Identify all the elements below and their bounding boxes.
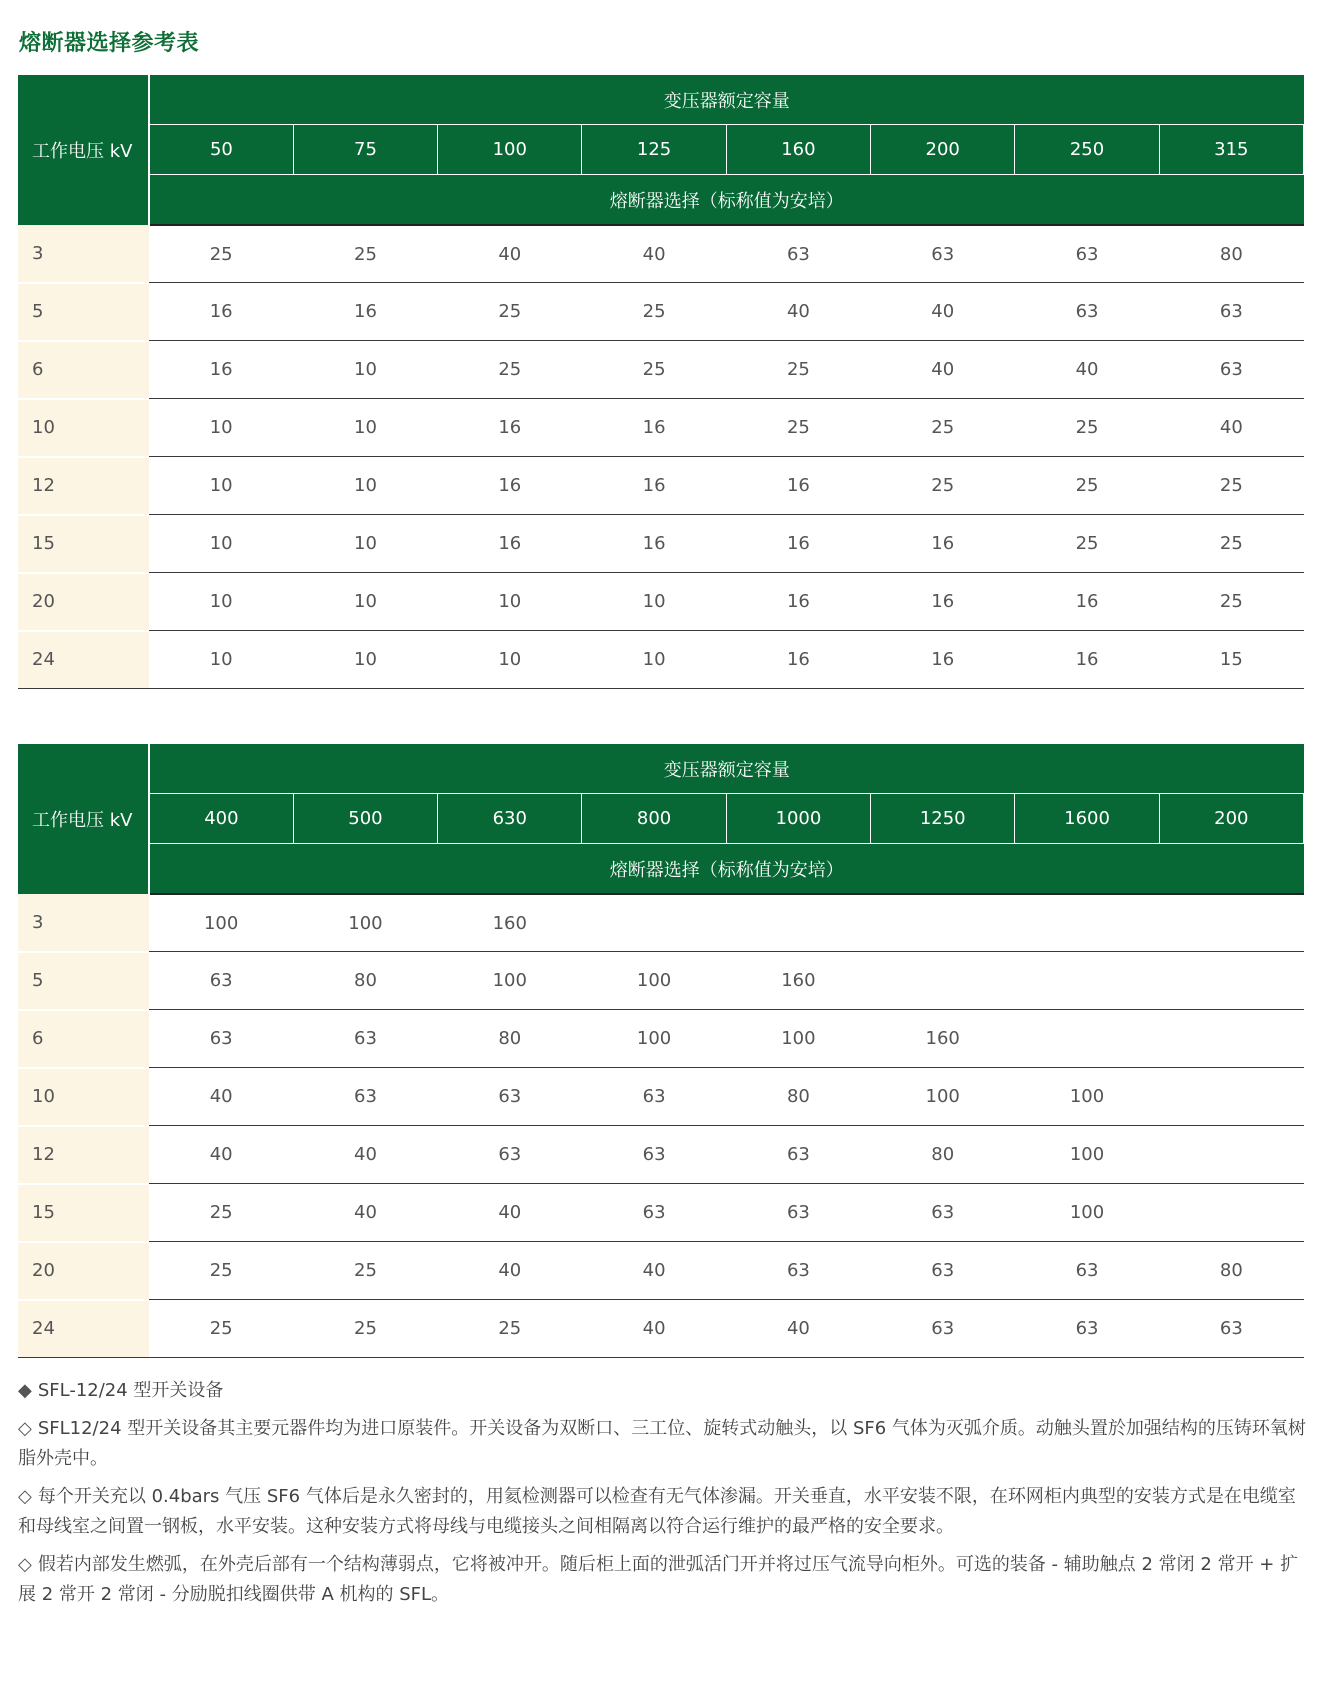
capacity-column-header: 1600 (1015, 794, 1159, 844)
fuse-value-cell: 16 (438, 515, 582, 573)
fuse-value-cell (871, 952, 1015, 1010)
voltage-header: 工作电压 kV (18, 744, 149, 894)
capacity-column-header: 250 (1015, 125, 1159, 175)
fuse-value-cell: 16 (582, 457, 726, 515)
page-title: 熔断器选择参考表 (19, 31, 200, 56)
fuse-value-cell: 100 (438, 952, 582, 1010)
fuse-value-cell: 63 (1159, 1300, 1303, 1358)
voltage-cell: 20 (18, 1242, 149, 1300)
fuse-table-1 (18, 75, 1304, 689)
voltage-cell: 24 (18, 1300, 149, 1358)
fuse-value-cell: 80 (438, 1010, 582, 1068)
fuse-value-cell: 40 (438, 1242, 582, 1300)
table-row (18, 1010, 1304, 1068)
capacity-column-header: 1250 (871, 794, 1015, 844)
fuse-value-cell: 16 (1015, 631, 1159, 689)
paragraph-text: 假若内部发生燃弧，在外壳后部有一个结构薄弱点，它将被冲开。随后柜上面的泄弧活门开并将过压气流导向柜外。可选的装备 - 辅助触点 2 常闭 2 常开 + 扩展 2 常开 2 常闭 - 分励脱扣线圈供带 A 机构的 SFL。 (18, 1554, 1299, 1605)
fuse-value-cell: 63 (726, 225, 870, 283)
fuse-value-cell: 40 (1015, 341, 1159, 399)
fuse-value-cell: 10 (149, 573, 293, 631)
fuse-value-cell: 40 (438, 225, 582, 283)
fuse-value-cell: 63 (726, 1242, 870, 1300)
fuse-value-cell: 25 (293, 225, 437, 283)
voltage-cell: 6 (18, 1010, 149, 1068)
fuse-value-cell: 15 (1159, 631, 1303, 689)
fuse-value-cell: 63 (1015, 283, 1159, 341)
fuse-value-cell: 63 (1015, 1242, 1159, 1300)
fuse-value-cell: 10 (293, 457, 437, 515)
fuse-value-cell (1015, 894, 1159, 952)
fuse-value-cell: 10 (582, 631, 726, 689)
voltage-cell: 15 (18, 1184, 149, 1242)
fuse-value-cell: 25 (726, 399, 870, 457)
voltage-cell: 12 (18, 1126, 149, 1184)
voltage-cell: 5 (18, 283, 149, 341)
fuse-value-cell: 63 (871, 1184, 1015, 1242)
capacity-column-header: 800 (582, 794, 726, 844)
voltage-cell: 20 (18, 573, 149, 631)
fuse-value-cell: 40 (438, 1184, 582, 1242)
fuse-value-cell: 100 (293, 894, 437, 952)
fuse-value-cell: 63 (871, 225, 1015, 283)
fuse-value-cell: 80 (726, 1068, 870, 1126)
fuse-value-cell: 25 (1015, 399, 1159, 457)
fuse-value-cell: 16 (1015, 573, 1159, 631)
fuse-value-cell: 63 (726, 1184, 870, 1242)
table-row (18, 1242, 1304, 1300)
table-row (18, 631, 1304, 689)
fuse-value-cell: 16 (726, 457, 870, 515)
fuse-value-cell: 10 (149, 457, 293, 515)
fuse-value-cell: 63 (582, 1068, 726, 1126)
fuse-value-cell: 100 (582, 1010, 726, 1068)
fuse-value-cell: 10 (149, 631, 293, 689)
voltage-cell: 3 (18, 225, 149, 283)
fuse-selection-header: 熔断器选择（标称值为安培） (149, 844, 1304, 895)
fuse-value-cell: 100 (726, 1010, 870, 1068)
fuse-value-cell: 63 (438, 1126, 582, 1184)
fuse-table-2 (18, 744, 1304, 1358)
voltage-cell: 5 (18, 952, 149, 1010)
table-row (18, 894, 1304, 952)
hollow-diamond-icon: ◇ (18, 1418, 32, 1439)
fuse-value-cell: 160 (871, 1010, 1015, 1068)
fuse-value-cell: 63 (1015, 225, 1159, 283)
table-row (18, 283, 1304, 341)
fuse-value-cell: 16 (582, 399, 726, 457)
capacity-column-header: 200 (1159, 794, 1303, 844)
fuse-value-cell: 16 (438, 399, 582, 457)
capacity-column-header: 200 (871, 125, 1015, 175)
voltage-cell: 24 (18, 631, 149, 689)
fuse-value-cell (1159, 894, 1303, 952)
fuse-value-cell: 25 (871, 399, 1015, 457)
fuse-value-cell: 40 (149, 1126, 293, 1184)
fuse-value-cell: 25 (1159, 573, 1303, 631)
hollow-diamond-icon: ◇ (18, 1554, 32, 1575)
fuse-value-cell: 40 (582, 225, 726, 283)
fuse-value-cell (1159, 1010, 1303, 1068)
fuse-value-cell (1159, 1184, 1303, 1242)
fuse-value-cell: 16 (293, 283, 437, 341)
fuse-value-cell: 25 (438, 1300, 582, 1358)
heading-text: SFL-12/24 型开关设备 (37, 1380, 224, 1401)
capacity-column-header: 125 (582, 125, 726, 175)
description-paragraph (18, 1482, 1308, 1542)
fuse-value-cell: 63 (871, 1300, 1015, 1358)
fuse-value-cell (582, 894, 726, 952)
fuse-value-cell (1015, 1010, 1159, 1068)
capacity-column-header: 630 (438, 794, 582, 844)
fuse-value-cell: 16 (726, 515, 870, 573)
table-row (18, 573, 1304, 631)
voltage-cell: 6 (18, 341, 149, 399)
fuse-value-cell: 10 (438, 631, 582, 689)
fuse-value-cell: 10 (149, 515, 293, 573)
fuse-value-cell: 25 (871, 457, 1015, 515)
fuse-value-cell: 40 (871, 283, 1015, 341)
voltage-cell: 10 (18, 1068, 149, 1126)
voltage-cell: 10 (18, 399, 149, 457)
fuse-value-cell: 80 (1159, 225, 1303, 283)
fuse-value-cell: 16 (871, 515, 1015, 573)
fuse-value-cell: 25 (1159, 515, 1303, 573)
fuse-value-cell: 63 (293, 1010, 437, 1068)
fuse-value-cell: 63 (1159, 341, 1303, 399)
fuse-value-cell: 25 (293, 1300, 437, 1358)
fuse-value-cell: 25 (149, 1184, 293, 1242)
fuse-value-cell: 25 (149, 225, 293, 283)
fuse-value-cell (1159, 952, 1303, 1010)
fuse-value-cell: 40 (726, 1300, 870, 1358)
table-row (18, 341, 1304, 399)
capacity-column-header: 160 (726, 125, 870, 175)
fuse-value-cell: 160 (438, 894, 582, 952)
table-row (18, 1126, 1304, 1184)
fuse-value-cell: 25 (293, 1242, 437, 1300)
fuse-value-cell: 10 (293, 399, 437, 457)
fuse-value-cell: 25 (149, 1300, 293, 1358)
fuse-value-cell: 63 (1015, 1300, 1159, 1358)
fuse-value-cell: 10 (293, 631, 437, 689)
fuse-value-cell: 40 (293, 1184, 437, 1242)
voltage-cell: 15 (18, 515, 149, 573)
fuse-value-cell (1159, 1068, 1303, 1126)
fuse-value-cell (1015, 952, 1159, 1010)
fuse-value-cell: 25 (149, 1242, 293, 1300)
fuse-value-cell: 25 (582, 341, 726, 399)
fuse-value-cell: 10 (582, 573, 726, 631)
fuse-value-cell: 40 (149, 1068, 293, 1126)
table-row (18, 457, 1304, 515)
fuse-selection-header: 熔断器选择（标称值为安培） (149, 175, 1304, 226)
fuse-value-cell: 63 (149, 1010, 293, 1068)
fuse-value-cell: 80 (1159, 1242, 1303, 1300)
fuse-value-cell (1159, 1126, 1303, 1184)
fuse-value-cell: 40 (582, 1242, 726, 1300)
paragraph-text: SFL12/24 型开关设备其主要元器件均为进口原装件。开关设备为双断口、三工位、旋转式动触头，以 SF6 气体为灭弧介质。动触头置於加强结构的压铸环氧树脂外壳中。 (18, 1418, 1306, 1469)
capacity-column-header: 400 (149, 794, 293, 844)
fuse-value-cell: 100 (1015, 1068, 1159, 1126)
fuse-value-cell: 80 (293, 952, 437, 1010)
table-row (18, 515, 1304, 573)
table-row (18, 1184, 1304, 1242)
fuse-value-cell: 25 (1159, 457, 1303, 515)
fuse-value-cell: 16 (726, 631, 870, 689)
fuse-value-cell: 100 (582, 952, 726, 1010)
capacity-column-header: 1000 (726, 794, 870, 844)
fuse-value-cell: 16 (438, 457, 582, 515)
fuse-value-cell: 40 (871, 341, 1015, 399)
diamond-bullet-icon: ◆ (18, 1380, 32, 1401)
table-row (18, 1068, 1304, 1126)
capacity-column-header: 50 (149, 125, 293, 175)
description-paragraph (18, 1414, 1308, 1474)
fuse-value-cell: 16 (582, 515, 726, 573)
fuse-value-cell: 40 (726, 283, 870, 341)
fuse-value-cell: 25 (1015, 457, 1159, 515)
fuse-value-cell: 25 (1015, 515, 1159, 573)
fuse-value-cell: 25 (438, 283, 582, 341)
hollow-diamond-icon: ◇ (18, 1486, 32, 1507)
description-paragraph (18, 1550, 1308, 1610)
fuse-value-cell: 25 (726, 341, 870, 399)
table-row (18, 399, 1304, 457)
fuse-value-cell: 63 (582, 1184, 726, 1242)
fuse-value-cell: 10 (438, 573, 582, 631)
fuse-value-cell: 63 (149, 952, 293, 1010)
capacity-column-header: 315 (1159, 125, 1303, 175)
fuse-value-cell: 100 (1015, 1184, 1159, 1242)
capacity-header: 变压器额定容量 (149, 75, 1304, 125)
description-heading (18, 1376, 1308, 1406)
capacity-column-header: 75 (293, 125, 437, 175)
fuse-value-cell: 16 (726, 573, 870, 631)
fuse-value-cell: 16 (149, 283, 293, 341)
fuse-value-cell: 63 (1159, 283, 1303, 341)
fuse-value-cell: 100 (871, 1068, 1015, 1126)
fuse-value-cell (726, 894, 870, 952)
fuse-value-cell: 16 (871, 573, 1015, 631)
fuse-value-cell: 25 (582, 283, 726, 341)
voltage-cell: 12 (18, 457, 149, 515)
fuse-value-cell: 80 (871, 1126, 1015, 1184)
capacity-column-header: 500 (293, 794, 437, 844)
table-row (18, 225, 1304, 283)
fuse-value-cell: 63 (871, 1242, 1015, 1300)
fuse-value-cell: 63 (582, 1126, 726, 1184)
fuse-value-cell: 25 (438, 341, 582, 399)
table-row (18, 1300, 1304, 1358)
fuse-value-cell: 63 (293, 1068, 437, 1126)
fuse-value-cell: 10 (293, 341, 437, 399)
fuse-value-cell: 40 (582, 1300, 726, 1358)
fuse-value-cell: 40 (293, 1126, 437, 1184)
fuse-value-cell: 160 (726, 952, 870, 1010)
fuse-value-cell (871, 894, 1015, 952)
fuse-value-cell: 63 (726, 1126, 870, 1184)
fuse-value-cell: 16 (871, 631, 1015, 689)
description-section (18, 1376, 1308, 1618)
fuse-value-cell: 63 (438, 1068, 582, 1126)
capacity-header: 变压器额定容量 (149, 744, 1304, 794)
capacity-column-header: 100 (438, 125, 582, 175)
fuse-value-cell: 10 (293, 515, 437, 573)
voltage-header: 工作电压 kV (18, 75, 149, 225)
table-row (18, 952, 1304, 1010)
fuse-value-cell: 10 (293, 573, 437, 631)
fuse-value-cell: 100 (1015, 1126, 1159, 1184)
fuse-value-cell: 10 (149, 399, 293, 457)
paragraph-text: 每个开关充以 0.4bars 气压 SF6 气体后是永久密封的，用氦检测器可以检查有无气体渗漏。开关垂直，水平安装不限，在环网柜内典型的安装方式是在电缆室和母线室之间置一钢板，水平安装。这种安装方式将母线与电缆接头之间相隔离以符合运行维护的最严格的安全要求。 (18, 1486, 1296, 1537)
fuse-value-cell: 40 (1159, 399, 1303, 457)
fuse-value-cell: 100 (149, 894, 293, 952)
fuse-value-cell: 16 (149, 341, 293, 399)
voltage-cell: 3 (18, 894, 149, 952)
